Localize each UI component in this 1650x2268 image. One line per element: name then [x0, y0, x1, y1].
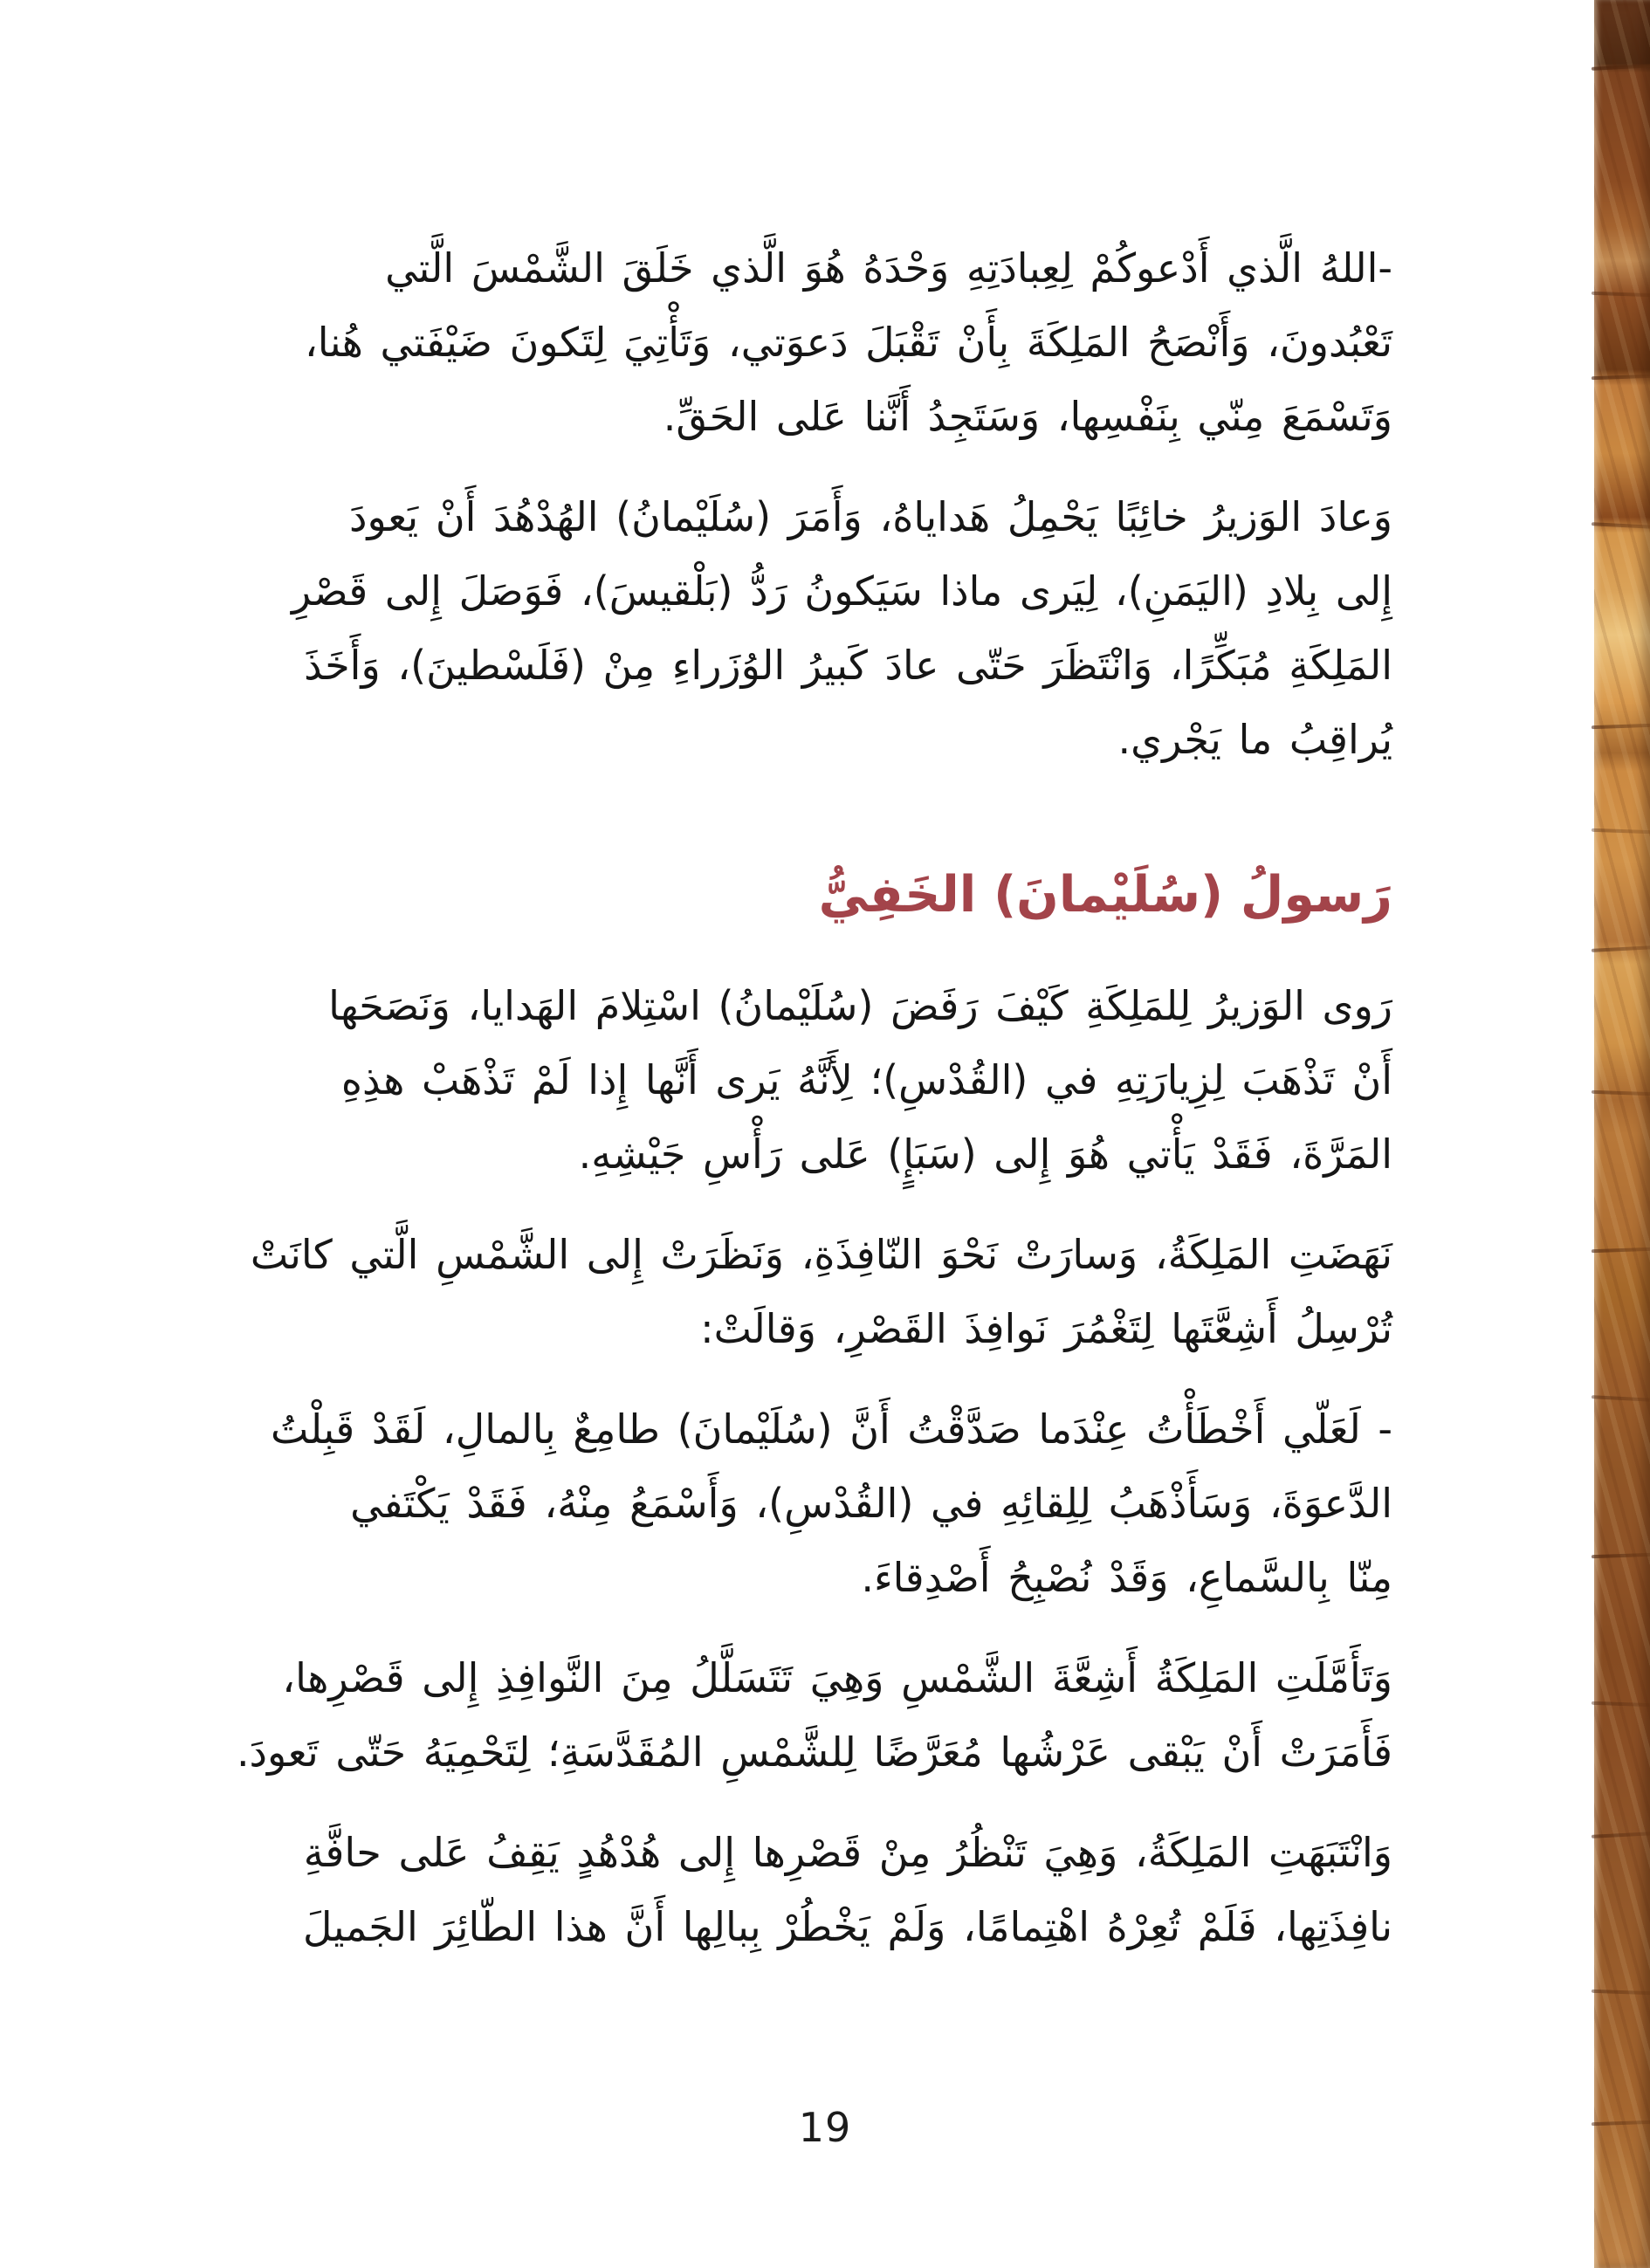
text-line: إِلى بِلادِ (اليَمَنِ)، لِيَرى ماذا سَيَكونُ رَدُّ (بَلْقيسَ)، فَوَصَلَ إِلى قَصْرِ: [291, 567, 1392, 615]
text-line: وَتَأَمَّلَتِ المَلِكَةُ أَشِعَّةَ الشَّمْسِ وَهِيَ تَتَسَلَّلُ مِنَ النَّوافِذِ إِلى قَصْرِها،: [282, 1654, 1392, 1701]
wood-plank-seam: [1592, 1553, 1650, 1558]
text-line: تُرْسِلُ أَشِعَّتَها لِتَغْمُرَ نَوافِذَ القَصْرِ، وَقالَتْ:: [700, 1305, 1392, 1352]
text-line: رَوى الوَزيرُ لِلمَلِكَةِ كَيْفَ رَفَضَ (سُلَيْمانُ) اسْتِلامَ الهَدايا، وَنَصَحَها: [328, 982, 1392, 1029]
text-line: مِنّا بِالسَّماعِ، وَقَدْ نُصْبِحُ أَصْدِقاءَ.: [861, 1554, 1392, 1601]
wood-plank-seam: [1592, 724, 1650, 729]
wood-plank-seam: [1592, 1832, 1650, 1838]
wood-plank-seam: [1592, 292, 1650, 297]
paragraph-4: [113, 1218, 1392, 1366]
paragraph-7: [113, 1816, 1392, 1964]
text-line: وَعادَ الوَزيرُ خائِبًا يَحْمِلُ هَداياهُ، وَأَمَرَ (سُلَيْمانُ) الهُدْهُدَ أَنْ يَعودَ: [348, 493, 1392, 540]
text-line: نافِذَتِها، فَلَمْ تُعِرْهُ اهْتِمامًا، وَلَمْ يَخْطُرْ بِبالِها أَنَّ هذا الطّائِرَ الجَميلَ: [302, 1903, 1392, 1950]
text-line: تَعْبُدونَ، وَأَنْصَحُ المَلِكَةَ بِأَنْ تَقْبَلَ دَعوَتي، وَتَأْتِيَ لِتَكونَ ضَيْفَتي هُنا،: [304, 319, 1392, 366]
paragraph-3: [113, 969, 1392, 1192]
text-line: نَهَضَتِ المَلِكَةُ، وَسارَتْ نَحْوَ النّافِذَةِ، وَنَظَرَتْ إِلى الشَّمْسِ الَّتي كانَتْ: [250, 1231, 1392, 1278]
text-line: المَرَّةَ، فَقَدْ يَأْتي هُوَ إِلى (سَبَإٍ) عَلى رَأْسِ جَيْشِهِ.: [578, 1131, 1392, 1178]
text-line: الدَّعوَةَ، وَسَأَذْهَبُ لِلِقائِهِ في (القُدْسِ)، وَأَسْمَعُ مِنْهُ، فَقَدْ يَكْتَفي: [350, 1480, 1392, 1527]
wood-plank-seam: [1592, 828, 1650, 834]
text-line: المَلِكَةِ مُبَكِّرًا، وَانْتَظَرَ حَتّى عادَ كَبيرُ الوُزَراءِ مِنْ (فَلَسْطينَ)، وَأَخَذَ: [304, 642, 1392, 689]
wood-plank-seam: [1592, 2120, 1650, 2126]
paragraph-5: [113, 1392, 1392, 1615]
paragraph-2: [113, 480, 1392, 777]
text-line: أَنْ تَذْهَبَ لِزِيارَتِهِ في (القُدْسِ)؛ لِأَنَّهُ يَرى أَنَّها إِذا لَمْ تَذْهَبْ هذِهِ: [340, 1056, 1392, 1103]
text-line: - لَعَلّي أَخْطَأْتُ عِنْدَما صَدَّقْتُ أَنَّ (سُلَيْمانَ) طامِعٌ بِالمالِ، لَقَدْ قَبِلْتُ: [270, 1405, 1392, 1453]
text-line: -اللهُ الَّذي أَدْعوكُمْ لِعِبادَتِهِ وَحْدَهُ هُوَ الَّذي خَلَقَ الشَّمْسَ الَّتي: [385, 244, 1392, 292]
wood-plank-seam: [1592, 1247, 1650, 1253]
paragraph-6: [113, 1641, 1392, 1790]
section-heading: رَسولُ (سُلَيْمانَ) الخَفِيُّ: [818, 866, 1392, 924]
page-number: 19: [798, 2104, 852, 2151]
paragraph-1: [113, 231, 1392, 454]
page-content: [113, 231, 1392, 1990]
wood-plank-seam: [1592, 1990, 1650, 1995]
wood-plank-seam: [1592, 1090, 1650, 1096]
wood-plank-seam: [1592, 1701, 1650, 1707]
wood-plank-seam: [1592, 945, 1650, 952]
wood-plank-seam: [1592, 375, 1650, 380]
text-line: وَتَسْمَعَ مِنّي بِنَفْسِها، وَسَتَجِدُ أَنَّنا عَلى الحَقِّ.: [663, 393, 1392, 440]
wood-texture-strip: [1594, 0, 1650, 2268]
text-line: فَأَمَرَتْ أَنْ يَبْقى عَرْشُها مُعَرَّضًا لِلشَّمْسِ المُقَدَّسَةِ؛ لِتَحْمِيَهُ حَتّى تَعودَ.: [236, 1728, 1392, 1776]
wood-plank-seam: [1592, 64, 1650, 71]
text-line: وَانْتَبَهَتِ المَلِكَةُ، وَهِيَ تَنْظُرُ مِنْ قَصْرِها إِلى هُدْهُدٍ يَقِفُ عَلى حافَّةِ: [303, 1829, 1392, 1876]
text-line: يُراقِبُ ما يَجْري.: [1117, 716, 1392, 763]
wood-plank-seam: [1592, 1395, 1650, 1402]
wood-plank-seam: [1592, 522, 1650, 529]
